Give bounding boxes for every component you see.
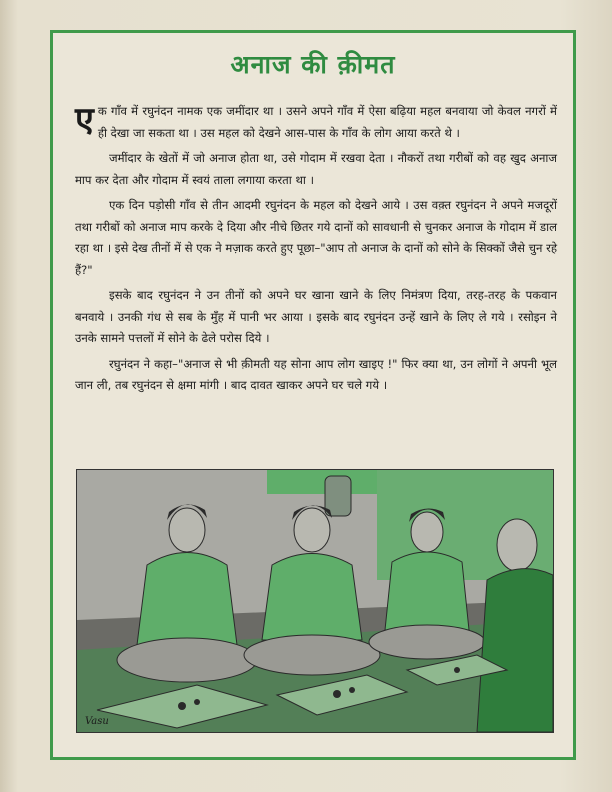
shelf-top [267,470,377,494]
paragraph-1 [75,101,557,144]
story-illustration [76,469,554,733]
paragraph-4: इसके बाद रघुनंदन ने उन तीनों को अपने घर खाना खाने के लिए निमंत्रण दिया, तरह-तरह के पकवान बनवाये । उनकी गंध से सब के मुँह में पानी भर आया । इसके बाद रघुनंदन उन्हें खाने के लिए ले गये । रसोइन ने उनके सामने पत्तलों में सोने के ढेले परोस दिये । [75,288,557,345]
dropcap: ए [75,100,94,140]
story-frame [50,30,576,760]
story-body [75,101,557,401]
illustrator-signature: Vasu [85,716,109,727]
paragraph-3: एक दिन पड़ोसी गाँव से तीन आदमी रघुनंदन के महल को देखने आये । उस वक़्त रघुनंदन ने अपने मजदूरों तथा गरीबों को अनाज माप करके दे दिया और नीचे छितर गये दानों को सावधानी से चुनकर अनाज के गोदाम में डाल रहा था । इसे देख तीनों में से एक ने मज़ाक करते हुए पूछा–"आप तो अनाज के दानों को सोने के सिक्कों जैसे चुन रहे हैं?" [75,198,557,277]
story-title: अनाज की क़ीमत [230,50,396,79]
illustration-svg [77,470,553,732]
paragraph-1-text: क गाँव में रघुनंदन नामक एक जमींदार था । उसने अपने गाँव में ऐसा बढ़िया महल बनवाया जो केवल नगरों में ही देखा जा सकता था । उस महल को देखने आस-पास के गाँव के लोग आया करते थे । [97,104,557,140]
paragraph-5: रघुनंदन ने कहा–"अनाज से भी क़ीमती यह सोना आप लोग खाइए !" फिर क्या था, उन लोगों ने अपनी भूल जान ली, तब रघुनंदन से क्षमा मांगी । बाद दावत खाकर अपने घर चले गये । [75,356,557,392]
paragraph-2: जमींदार के खेतों में जो अनाज होता था, उसे गोदाम में रखवा देता । नौकरों तथा गरीबों को वह खुद अनाज माप कर देता और गोदाम में स्वयं ताला लगाया करता था । [75,151,557,187]
